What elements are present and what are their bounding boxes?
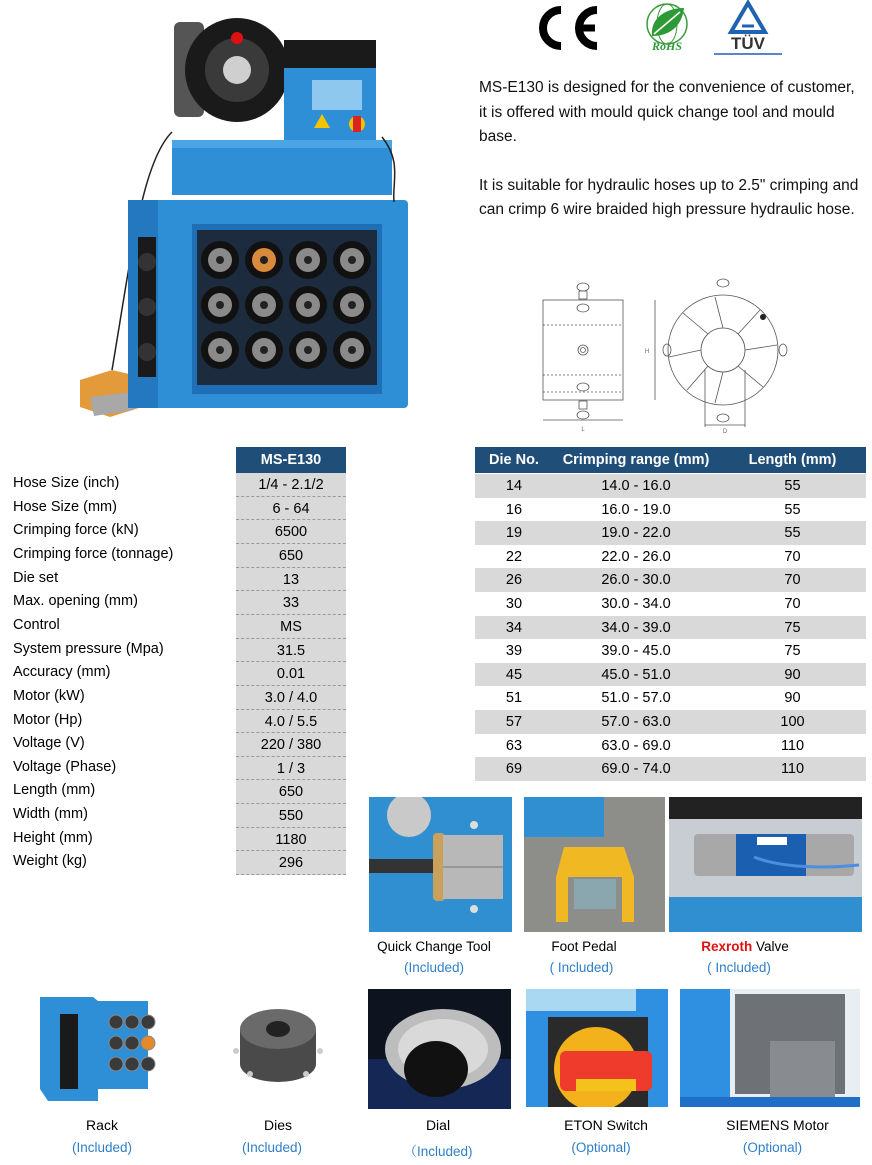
spec-row (0, 615, 350, 639)
crimping-range: 22.0 - 26.0 (601, 548, 671, 565)
die-number: 19 (505, 525, 523, 542)
accessory-name-eton-switch: ETON Switch (564, 1117, 648, 1133)
drawing-label-l: L (581, 427, 585, 433)
spec-row (0, 639, 350, 663)
die-table-row (475, 757, 866, 781)
accessory-name-foot-pedal: Foot Pedal (551, 939, 617, 954)
accessory-name-quick-change-tool: Quick Change Tool (377, 939, 491, 954)
crimping-range: 57.0 - 63.0 (601, 714, 671, 730)
die-length: 90 (784, 690, 801, 707)
spec-value: 1/4 - 2.1/2 (236, 473, 346, 497)
drawing-label-h: H (644, 349, 650, 355)
accessory-name-rack: Rack (86, 1117, 118, 1133)
spec-label: Control (13, 616, 60, 633)
die-number: 16 (505, 501, 523, 518)
die-bore (260, 346, 268, 354)
die-number: 57 (505, 714, 523, 730)
die-table-row (475, 710, 866, 734)
die-bore (348, 301, 356, 309)
spec-value: 296 (236, 851, 346, 875)
spec-value: 3.0 / 4.0 (236, 686, 346, 710)
ce-mark-icon (533, 4, 601, 52)
spec-label: Crimping force (kN) (13, 522, 139, 539)
crimping-range: 14.0 - 16.0 (601, 478, 671, 494)
accessory-status-foot-pedal: ( Included) (549, 960, 614, 975)
die-table-header (475, 447, 866, 473)
spec-label: Accuracy (mm) (13, 664, 111, 681)
die-table-row (475, 592, 866, 616)
die-table-row (475, 663, 866, 687)
die-length: 110 (780, 737, 805, 754)
die-length: 70 (784, 548, 801, 565)
spec-row (0, 804, 350, 828)
crimping-range: 63.0 - 69.0 (601, 737, 671, 754)
spec-row (0, 733, 350, 757)
die-bore (304, 301, 312, 309)
header-length: Length (mm) (748, 452, 837, 468)
siemens-motor-photo (680, 989, 860, 1107)
die-bore (348, 256, 356, 264)
crimping-machine-image (72, 2, 422, 422)
accessory-name-siemens-motor: SIEMENS Motor (726, 1117, 829, 1133)
accessory-status-rexroth-valve: ( Included) (707, 960, 771, 975)
spec-label: Max. opening (mm) (13, 593, 138, 610)
spec-row (0, 851, 350, 875)
die-technical-drawing (535, 275, 815, 435)
product-description (479, 76, 859, 247)
spec-row (0, 568, 350, 592)
die-length: 55 (784, 478, 801, 494)
spec-row (0, 497, 350, 521)
drawing-label-d: D (722, 429, 728, 435)
die-number: 22 (505, 548, 523, 565)
die-length: 110 (780, 761, 805, 778)
die-bore (304, 256, 312, 264)
crimping-range: 34.0 - 39.0 (601, 619, 671, 636)
die-bore (348, 346, 356, 354)
die-length: 70 (784, 596, 801, 612)
spec-value: 6 - 64 (236, 497, 346, 521)
spec-value: 0.01 (236, 662, 346, 686)
crimping-range: 51.0 - 57.0 (601, 690, 671, 707)
die-length: 70 (784, 572, 801, 589)
description-paragraph-2: It is suitable for hydraulic hoses up to 2.5" crimping and can crimp 6 wire braided high pressure hydraulic hose. (479, 176, 859, 218)
die-length: 55 (784, 501, 801, 518)
die-bore (260, 301, 268, 309)
die-table-row (475, 616, 866, 640)
spec-value: 4.0 / 5.5 (236, 710, 346, 734)
spec-value: MS (236, 615, 346, 639)
die-table-row (475, 734, 866, 758)
accessory-status-dial: （Included) (403, 1144, 473, 1159)
spec-value: 1180 (236, 828, 346, 852)
die-table-row (475, 568, 866, 592)
crimping-range: 45.0 - 51.0 (601, 666, 671, 683)
die-number: 39 (505, 643, 523, 660)
tuv-logo-icon (712, 0, 784, 56)
die-table-row (475, 498, 866, 522)
valve-label: Valve (752, 939, 789, 954)
die-bore (304, 346, 312, 354)
description-paragraph-1: MS-E130 is designed for the convenience of customer, it is offered with mould quick change tool and mould base. (479, 79, 855, 145)
spec-label: Die set (13, 569, 59, 586)
spec-value: 33 (236, 591, 346, 615)
die-bore (216, 256, 224, 264)
die-length: 75 (784, 619, 801, 636)
spec-row (0, 757, 350, 781)
spec-label: Voltage (V) (13, 735, 85, 752)
accessory-status-rack: (Included) (71, 1140, 133, 1155)
spec-label: Height (mm) (13, 829, 93, 846)
die-number: 69 (505, 761, 523, 778)
spec-row (0, 662, 350, 686)
die-length: 55 (784, 525, 801, 542)
spec-label: Motor (kW) (13, 687, 85, 704)
spec-value: 550 (236, 804, 346, 828)
crimping-range: 16.0 - 19.0 (601, 501, 671, 518)
die-table-row (475, 686, 866, 710)
die-number: 26 (505, 572, 523, 589)
spec-model-header: MS-E130 (236, 447, 346, 473)
header-die-no: Die No. (489, 452, 539, 468)
crimping-range: 26.0 - 30.0 (601, 572, 671, 589)
spec-value: 13 (236, 568, 346, 592)
rohs-logo-icon (636, 2, 698, 52)
spec-label: Hose Size (inch) (13, 475, 120, 491)
die-table-row (475, 474, 866, 498)
spec-value: 650 (236, 544, 346, 568)
spec-label: Hose Size (mm) (13, 498, 117, 515)
foot-pedal-photo (524, 797, 665, 932)
rack-photo (38, 989, 166, 1107)
spec-value: 650 (236, 780, 346, 804)
spec-label: Voltage (Phase) (13, 758, 117, 775)
header-crimping-range: Crimping range (mm) (562, 452, 710, 468)
die-length: 75 (784, 643, 801, 660)
spec-value: 31.5 (236, 639, 346, 663)
accessory-status-eton-switch: (Optional) (571, 1140, 631, 1155)
spec-row (0, 544, 350, 568)
spec-label: Crimping force (tonnage) (13, 545, 174, 562)
die-table-row (475, 639, 866, 663)
spec-label: Weight (kg) (13, 853, 87, 870)
spec-row (0, 780, 350, 804)
die-length: 90 (784, 666, 801, 683)
tuv-text: TÜV (731, 34, 765, 53)
accessory-name-rexroth-valve (670, 939, 820, 954)
crimping-range: 30.0 - 34.0 (601, 596, 671, 612)
accessory-status-siemens-motor: (Optional) (742, 1140, 803, 1155)
svg-text:RoHS: RoHS (651, 39, 683, 52)
spec-label: Width (mm) (13, 806, 88, 823)
accessory-status-dies: (Included) (241, 1140, 303, 1155)
spec-row (0, 473, 350, 497)
spec-value: 1 / 3 (236, 757, 346, 781)
die-table-row (475, 545, 866, 569)
spec-value: 6500 (236, 520, 346, 544)
die-number: 51 (505, 690, 523, 707)
die-length: 100 (780, 714, 805, 730)
spec-value: 220 / 380 (236, 733, 346, 757)
die-number: 63 (505, 737, 523, 754)
quick-change-tool-photo (369, 797, 512, 932)
die-number: 34 (505, 619, 523, 636)
accessory-name-dial: Dial (425, 1117, 451, 1133)
crimping-range: 19.0 - 22.0 (601, 525, 671, 542)
dial-photo (368, 989, 511, 1109)
die-number: 30 (505, 596, 523, 612)
spec-row (0, 710, 350, 734)
spec-label: Motor (Hp) (13, 711, 83, 728)
dies-photo (228, 989, 328, 1107)
spec-row (0, 520, 350, 544)
die-bore (216, 301, 224, 309)
die-bore (260, 256, 268, 264)
spec-row (0, 591, 350, 615)
die-table-row (475, 521, 866, 545)
eton-switch-photo (526, 989, 668, 1107)
spec-row (0, 686, 350, 710)
rexroth-valve-photo (669, 797, 862, 932)
spec-row (0, 828, 350, 852)
die-number: 14 (505, 478, 523, 494)
accessory-status-quick-change-tool: (Included) (403, 960, 465, 975)
rexroth-brand: Rexroth (701, 939, 753, 954)
crimping-range: 39.0 - 45.0 (601, 643, 671, 660)
crimping-range: 69.0 - 74.0 (601, 761, 671, 778)
accessory-name-dies: Dies (263, 1117, 292, 1133)
spec-label: Length (mm) (13, 782, 96, 799)
die-bore (216, 346, 224, 354)
spec-label: System pressure (Mpa) (13, 640, 164, 657)
die-number: 45 (505, 666, 523, 683)
